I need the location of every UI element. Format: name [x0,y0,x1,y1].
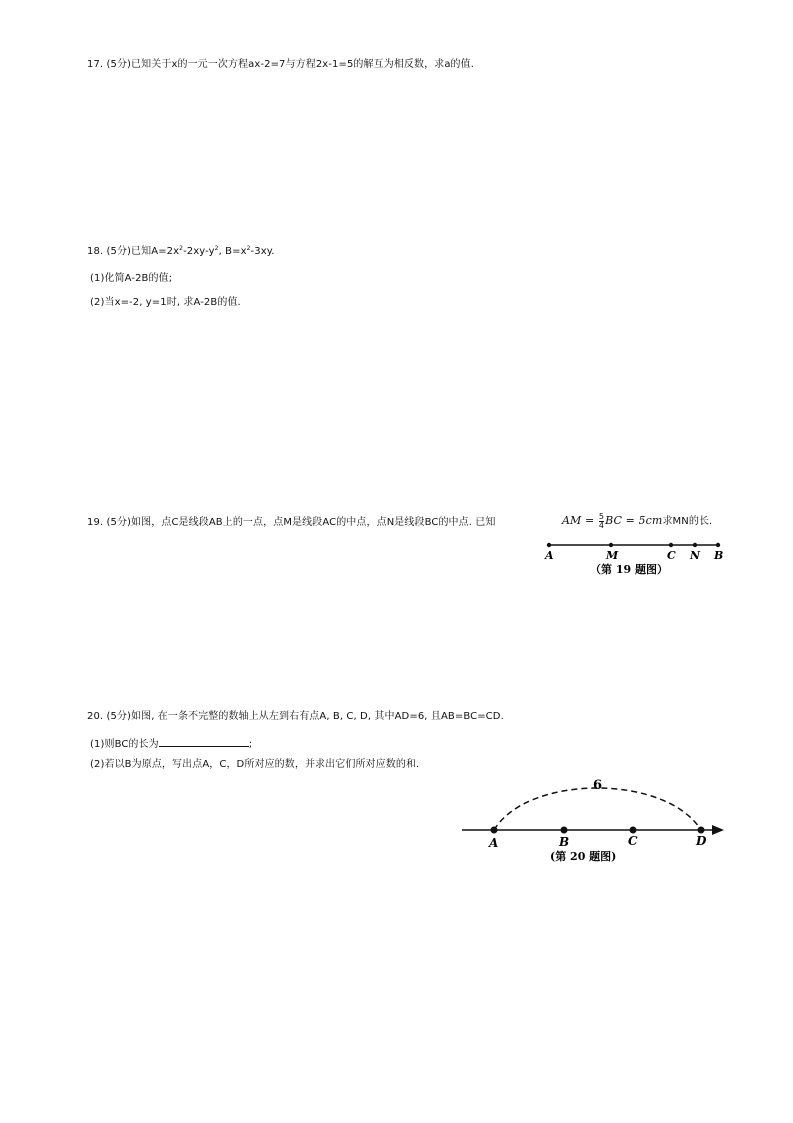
figure-19-label-a: A [545,549,554,562]
q19-fraction [599,513,604,530]
question-19-stem: 19. (5分)如图，点C是线段AB上的一点，点M是线段AC的中点，点N是线段BC的中点. 已知 [87,517,496,528]
question-20-part-2: (2)若以B为原点，写出点A，C，D所对应的数，并求出它们所对应数的和. [90,759,420,770]
q19-text-after: 求MN的长. [662,516,713,527]
figure-20-label-b: B [559,835,570,849]
q19-math-left: AM = [562,514,598,527]
figure-20 [458,772,728,867]
figure-19-label-n: N [690,549,701,562]
figure-19-caption: （第 19 题图） [590,563,668,576]
q19-math-right: BC = 5cm [605,514,663,527]
q18-exp-2: 2 [214,245,219,252]
figure-20-label-c: C [628,834,638,848]
question-20-stem: 20. (5分)如图, 在一条不完整的数轴上从左到右有点A, B, C, D, 其中AD=6, 且AB=BC=CD. [87,711,504,722]
q18-stem-mid2: , B=x [218,246,247,257]
figure-20-point-a [491,827,498,834]
figure-19-point-n [693,543,697,547]
figure-19-point-a [547,543,551,547]
figure-19-point-b [716,543,720,547]
question-18-part-2: (2)当x=-2, y=1时, 求A-2B的值. [90,297,241,308]
q18-exp-3: 2 [246,245,251,252]
question-19-formula [562,510,712,533]
q18-stem-prefix: 18. (5分)已知A=2x [87,246,180,257]
figure-20-dashed-arc [494,788,701,830]
figure-19-point-m [609,543,613,547]
figure-20-caption: (第 20 题图) [550,850,617,863]
figure-20-label-a: A [489,836,499,850]
figure-20-label-d: D [696,834,707,848]
figure-20-point-c [630,827,637,834]
figure-19-label-b: B [714,549,724,562]
q18-stem-suffix: -3xy. [250,246,275,257]
question-18-stem [87,245,275,259]
q18-exp-1: 2 [179,245,184,252]
q20-part1-suffix: ; [248,739,253,750]
q20-part1-prefix: (1)则BC的长为 [90,739,159,750]
figure-19-point-c [669,543,673,547]
figure-19-label-c: C [667,549,676,562]
figure-20-point-b [561,827,568,834]
q19-frac-den: 4 [598,520,605,530]
figure-20-arc-label: 6 [593,778,603,793]
q19-frac-num: 5 [598,511,605,521]
question-17: 17. (5分)已知关于x的一元一次方程ax-2=7与方程2x-1=5的解互为相反数，求a的值. [87,59,475,70]
q18-stem-mid1: -2xy-y [183,246,215,257]
figure-20-point-d [698,827,705,834]
q20-answer-blank[interactable] [159,736,249,747]
question-20-part-1 [90,736,252,752]
figure-19-label-m: M [606,549,619,562]
figure-20-arrow [712,825,724,835]
question-18-part-1: (1)化简A-2B的值; [90,273,173,284]
figure-19 [535,535,735,580]
